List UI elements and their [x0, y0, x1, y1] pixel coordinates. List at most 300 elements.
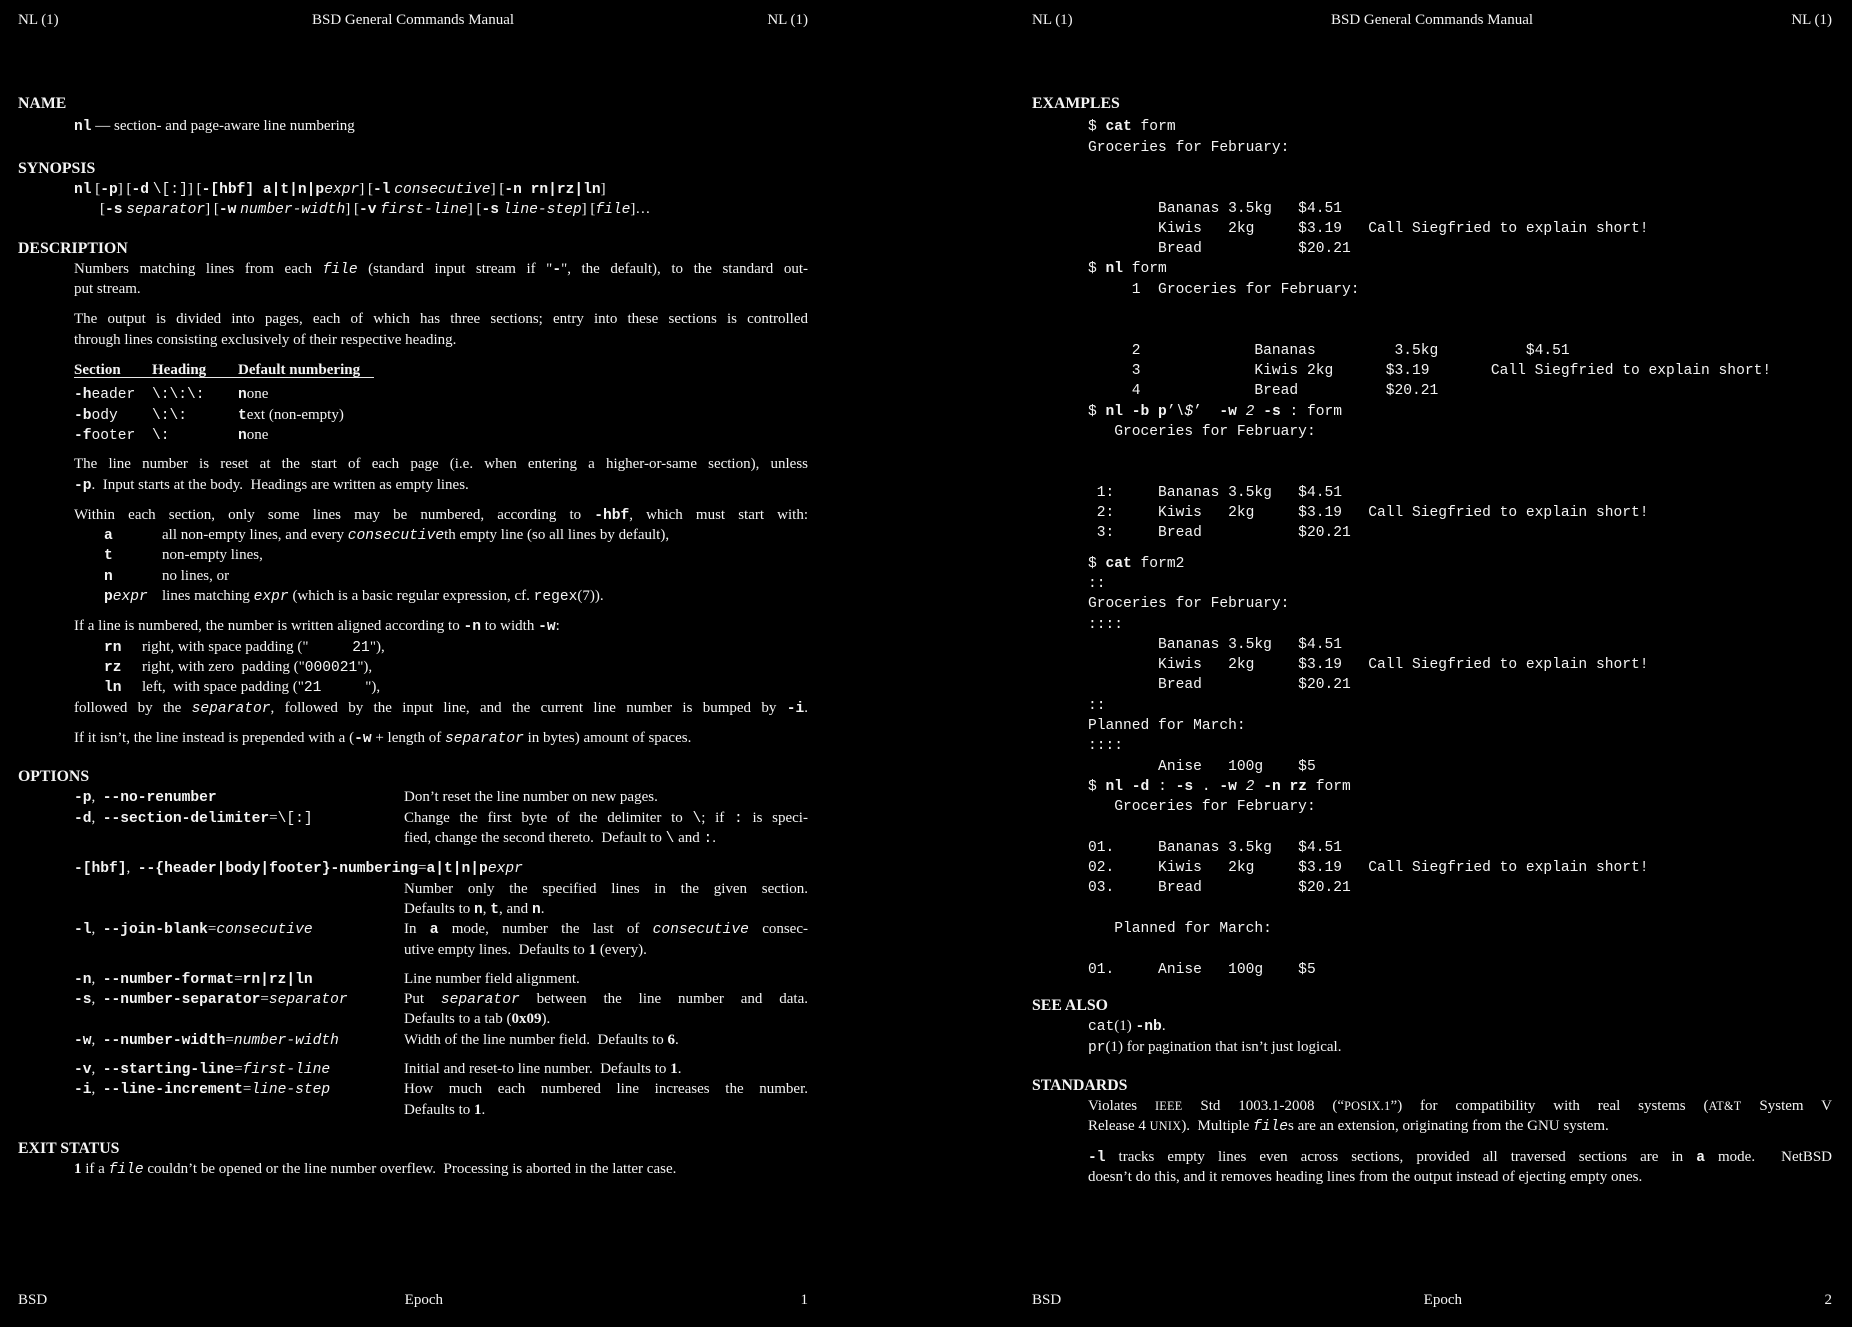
code-text: .: [1193, 778, 1220, 795]
row-cell: [74, 919, 313, 940]
code-text: pr: [1088, 1039, 1106, 1056]
code-text: form2: [1131, 555, 1185, 572]
code-text: nl: [74, 181, 92, 198]
code-text: 21: [308, 639, 370, 656]
code-text: -w: [218, 202, 237, 219]
text-run: Numbers matching lines from each: [74, 260, 323, 277]
text-run: If it isn’t, the line instead is prepended with a (: [74, 729, 355, 746]
text-run: In: [404, 921, 430, 938]
text-run: , which must start with:: [629, 506, 808, 523]
section-heading: [1032, 94, 1120, 114]
code-text: n: [473, 901, 483, 918]
row-cell: [162, 545, 263, 565]
code-text: -n rz: [1263, 778, 1307, 795]
text-run: ,: [482, 900, 491, 917]
text-run: is speci-: [742, 809, 808, 826]
code-text: t: [238, 407, 247, 424]
code-text: 2: [1245, 778, 1255, 795]
code-text: 03. Bread $20.21: [1088, 880, 1351, 897]
text-run: .: [804, 699, 808, 716]
text-line: [74, 279, 141, 299]
row-cell: [404, 969, 580, 989]
text-run: The line number is reset at the start of each page (i.e. when entering a higher-or-same section), unless: [74, 456, 808, 473]
row-cell: [238, 425, 268, 446]
code-text: 3: Bread $20.21: [1088, 525, 1351, 542]
code-text: 21: [303, 680, 366, 697]
code-text: -v: [74, 1062, 92, 1078]
code-text: -v: [358, 202, 377, 219]
code-text: -s: [481, 202, 500, 219]
text-run: POSIX.1: [1344, 1099, 1391, 1114]
text-line: [404, 1100, 485, 1120]
text-line: [1088, 1096, 1832, 1116]
code-text: first-line: [380, 202, 468, 219]
text-run: Defaults to: [404, 1101, 474, 1118]
text-run: ; if: [701, 809, 734, 826]
code-text: t: [104, 548, 113, 565]
text-run: if a: [81, 1161, 109, 1178]
code-text: : form: [1280, 403, 1343, 420]
text-run: EXAMPLES: [1032, 95, 1120, 112]
text-run: Change the first byte of the delimiter to: [404, 809, 693, 826]
text-run: couldn’t be opened or the line number overflew. Processing is aborted in the latter case.: [143, 1161, 677, 1178]
code-line: [74, 116, 355, 136]
text-run: th empty line (so all lines by default),: [444, 527, 670, 544]
code-text: \[:]: [152, 181, 188, 198]
text-run: DESCRIPTION: [18, 239, 128, 257]
row-cell: [74, 787, 217, 808]
code-line: [1088, 137, 1289, 157]
text-run: ] [: [345, 201, 359, 218]
code-text: nl -d: [1105, 778, 1150, 795]
text-run: =: [234, 1061, 243, 1077]
row-cell: [74, 989, 348, 1010]
code-line: [1088, 340, 1570, 360]
code-text: a: [1696, 1149, 1705, 1166]
code-text: n: [531, 901, 541, 918]
row-cell: [104, 657, 122, 678]
text-run: The output is divided into pages, each of which has three sections; entry into these sections is controlled: [74, 311, 808, 328]
text-run: ,: [91, 1081, 103, 1098]
row-cell: [404, 1030, 679, 1050]
row-cell: [162, 586, 604, 607]
row-cell: [152, 425, 170, 446]
code-text: \:\:: [152, 407, 188, 424]
row-cell: [104, 566, 113, 587]
code-text: line-step: [502, 202, 582, 219]
text-run: ,: [91, 809, 103, 826]
code-text: $: [1088, 261, 1106, 278]
code-text: consecutive: [394, 181, 491, 198]
text-line: [404, 828, 716, 848]
code-text: rn|rz|ln: [242, 971, 313, 988]
page-footer: [1032, 1292, 1832, 1309]
manual-page-2: [1032, 0, 1832, 1327]
text-line: [74, 309, 808, 329]
code-text: rn: [104, 639, 122, 656]
code-text: --number-separator: [102, 992, 261, 1009]
text-line: [404, 879, 808, 899]
code-text: -p: [74, 790, 92, 807]
text-run: ,: [91, 789, 103, 806]
code-text: t: [490, 901, 500, 918]
text-line: [100, 199, 650, 219]
text-run: How much each numbered line increases the number.: [404, 1081, 808, 1098]
text-run: =: [207, 921, 217, 938]
text-run: SEE ALSO: [1032, 996, 1108, 1014]
code-text: 000021: [304, 659, 358, 676]
text-run: to width: [480, 618, 539, 635]
text-run: "),: [369, 638, 385, 655]
code-text: $: [1088, 778, 1106, 795]
code-text: ::: [1088, 697, 1106, 714]
header-right-title: NL (1): [767, 12, 808, 28]
text-run: .: [677, 1061, 682, 1077]
code-line: [1088, 837, 1342, 857]
text-line: [74, 330, 456, 350]
code-text: form: [1131, 119, 1176, 136]
text-run: consec-: [748, 921, 808, 938]
code-text: -p: [74, 477, 92, 494]
code-text: 01. Anise 100g $5: [1088, 961, 1316, 978]
code-text: 3 Kiwis 2kg $3.19 Call Siegfried to explain short!: [1088, 362, 1772, 379]
header-right-title: NL (1): [1791, 12, 1832, 28]
text-run: .: [540, 900, 545, 917]
code-text: form: [1307, 778, 1351, 795]
code-line: [1088, 776, 1351, 796]
text-line: [404, 899, 544, 919]
row-cell: [152, 384, 205, 405]
code-line: [1088, 1037, 1341, 1057]
text-run: (which is a basic regular expression, cf.: [288, 588, 534, 604]
text-run: 1: [74, 1161, 82, 1178]
code-text: -b: [74, 407, 92, 424]
page-footer: [18, 1292, 808, 1309]
text-run: utive empty lines. Defaults to: [404, 941, 589, 958]
text-run: Width of the line number field. Defaults to: [404, 1031, 668, 1048]
code-line: [1088, 401, 1342, 421]
code-text: :: [1149, 778, 1176, 795]
text-run: doesn’t do this, and it removes heading lines from the output instead of ejecting empty ones.: [1088, 1169, 1643, 1185]
text-run: =: [234, 970, 243, 987]
code-text: -w: [354, 730, 372, 747]
code-text: -l: [1088, 1149, 1106, 1166]
text-run: OPTIONS: [18, 768, 90, 786]
text-line: [404, 1009, 550, 1029]
manual-page-1: [18, 0, 808, 1327]
row-cell: [152, 405, 187, 426]
text-run: mode, number the last of: [438, 921, 653, 938]
code-text: $: [1088, 119, 1106, 136]
text-run: =: [225, 1031, 234, 1048]
text-run: lines matching: [162, 588, 254, 604]
text-run: Number only the specified lines in the given section.: [404, 880, 808, 897]
text-run: ] [: [117, 180, 132, 197]
code-text: rz: [104, 659, 122, 676]
row-cell: [404, 1059, 681, 1079]
text-run: =: [269, 809, 278, 826]
code-text: -[hbf]: [74, 861, 127, 878]
code-text: 02. Kiwis 2kg $3.19 Call Siegfried to explain short!: [1088, 860, 1649, 877]
text-line: [74, 698, 808, 718]
text-run: .: [675, 1031, 679, 1048]
text-run: . Input starts at the body. Headings are written as empty lines.: [91, 476, 469, 493]
row-cell: [104, 586, 148, 607]
code-text: -: [552, 261, 562, 278]
code-text: 1: Bananas 3.5kg $4.51: [1088, 484, 1342, 501]
text-run: (7)).: [577, 588, 604, 604]
row-cell: [238, 384, 268, 405]
code-line: [1088, 258, 1167, 278]
code-text: --starting-line: [102, 1062, 235, 1078]
code-text: Kiwis 2kg $3.19 Call Siegfried to explain short!: [1088, 657, 1649, 674]
code-line: [1088, 198, 1342, 218]
code-text: --number-format: [102, 971, 235, 988]
code-text: separator: [191, 700, 271, 717]
row-cell: [74, 1079, 330, 1100]
code-text: ::::: [1088, 616, 1124, 633]
code-text: 2 Bananas 3.5kg $4.51: [1088, 342, 1570, 359]
code-text: [1237, 404, 1246, 420]
code-line: [1088, 116, 1176, 136]
header-center-title: BSD General Commands Manual: [311, 12, 515, 28]
section-heading: [18, 94, 66, 114]
row-cell: [104, 637, 122, 658]
text-run: no lines, or: [162, 567, 230, 584]
code-text: Planned for March:: [1088, 921, 1272, 937]
code-text: -[hbf] a|t|n|p: [201, 181, 325, 198]
text-run: followed by the: [74, 699, 192, 716]
text-line: [1088, 1167, 1642, 1187]
text-run: ]: [600, 180, 606, 197]
code-line: [74, 179, 606, 199]
code-text: Bananas 3.5kg $4.51: [1088, 636, 1342, 653]
text-run: right, with space padding (": [142, 638, 309, 655]
code-text: -i: [74, 1082, 92, 1099]
text-run: Initial and reset-to line number. Defaults to: [404, 1061, 671, 1077]
code-text: file: [1252, 1119, 1289, 1136]
text-run: ,: [91, 970, 103, 987]
table-rule: [74, 377, 374, 378]
code-text: number-width: [233, 1032, 339, 1049]
code-text: -w: [1219, 403, 1237, 420]
text-line: [74, 259, 808, 279]
code-text: -l: [372, 181, 391, 198]
page-content: [1032, 0, 1832, 1327]
text-run: 1: [473, 1101, 482, 1118]
text-run: Std 1003.1-2008 (“: [1182, 1098, 1345, 1115]
text-run: .: [712, 830, 717, 846]
code-text: a|t|n|p: [426, 861, 488, 878]
code-text: Groceries for February:: [1088, 423, 1316, 440]
text-run: 6: [667, 1031, 675, 1048]
code-text: regex: [533, 589, 578, 605]
text-run: ", the default), to the standard out-: [561, 260, 808, 277]
code-text: -l: [74, 922, 92, 939]
code-text: ’: [1166, 403, 1176, 420]
code-text: 2: Kiwis 2kg $3.19 Call Siegfried to explain short!: [1088, 505, 1649, 521]
code-line: [1088, 735, 1123, 755]
row-cell: [142, 677, 380, 698]
code-text: Groceries for February:: [1088, 799, 1316, 816]
code-line: [1088, 857, 1649, 877]
text-line: [74, 1159, 676, 1179]
text-run: AT&T: [1708, 1099, 1742, 1114]
code-text: --{header|body|footer}-numbering: [137, 861, 419, 878]
text-run: "),: [357, 658, 373, 675]
code-text: eader: [91, 387, 136, 404]
code-text: Bread $20.21: [1088, 677, 1351, 694]
code-text: -s: [105, 202, 123, 219]
code-text: p: [104, 589, 113, 605]
code-text: $: [1088, 555, 1106, 572]
code-text: -n: [74, 971, 92, 988]
code-text: nl: [74, 119, 92, 136]
row-cell: [142, 637, 385, 658]
code-text: Bananas 3.5kg $4.51: [1088, 200, 1342, 217]
code-text: ln: [104, 680, 122, 697]
text-run: ,: [91, 991, 103, 1008]
code-text: ooter: [91, 427, 136, 444]
text-run: Section: [74, 362, 121, 378]
code-text: --no-renumber: [102, 790, 217, 807]
code-text: expr: [253, 589, 289, 605]
text-run: (standard input stream if ": [357, 260, 553, 277]
text-line: [74, 616, 560, 636]
code-line: [1088, 218, 1649, 238]
text-run: in bytes) amount of spaces.: [523, 729, 692, 746]
code-line: [1088, 360, 1771, 380]
code-text: separator: [440, 992, 520, 1009]
code-text: consecutive: [216, 922, 313, 939]
text-run: 1: [670, 1061, 678, 1077]
page-content: [18, 0, 808, 1327]
code-text: \:\:\:: [152, 387, 205, 404]
code-line: [1088, 796, 1316, 816]
code-text: consecutive: [652, 922, 749, 939]
text-run: Defaults to: [404, 900, 474, 917]
code-line: [1088, 634, 1342, 654]
text-line: [74, 454, 808, 474]
text-run: If a line is numbered, the number is written aligned according to: [74, 618, 464, 635]
code-text: -w: [1219, 778, 1237, 795]
text-run: ext (non-empty): [246, 406, 344, 423]
text-run: .: [481, 1101, 486, 1118]
text-run: UNIX: [1149, 1119, 1182, 1134]
text-run: 1: [588, 941, 597, 958]
code-text: -s: [74, 992, 92, 1009]
text-run: ,: [91, 1031, 103, 1048]
text-run: =: [260, 991, 269, 1008]
code-line: [1088, 695, 1106, 715]
code-line: [74, 475, 469, 495]
row-cell: [162, 525, 669, 546]
text-run: ]…: [630, 201, 651, 218]
text-run: (1): [1114, 1018, 1136, 1035]
text-run: mode. NetBSD: [1704, 1148, 1832, 1165]
row-cell: [74, 384, 135, 405]
code-text: Anise 100g $5: [1088, 758, 1316, 775]
section-heading: [18, 159, 95, 179]
row-cell: [74, 1059, 330, 1080]
code-text: -p: [100, 181, 118, 198]
code-text: form: [1123, 261, 1167, 278]
row-cell: [404, 1079, 808, 1099]
text-run: STANDARDS: [1032, 1076, 1128, 1094]
row-cell: [74, 405, 118, 426]
code-text: :: [733, 810, 743, 827]
code-line: [1088, 959, 1316, 979]
text-line: [404, 940, 647, 960]
code-text: Planned for March:: [1088, 718, 1246, 734]
code-text: expr: [324, 181, 360, 198]
text-run: ] [: [205, 201, 219, 218]
code-text: Groceries for February:: [1088, 596, 1290, 613]
code-line: [74, 858, 523, 878]
code-text: nl -b p: [1105, 403, 1167, 420]
code-text: -w: [538, 619, 556, 636]
text-run: Put: [404, 991, 441, 1008]
code-text: -f: [74, 427, 92, 444]
text-run: Don’t reset the line number on new pages.: [404, 789, 658, 806]
code-text: number-width: [240, 202, 346, 219]
code-text: \: [692, 810, 702, 827]
text-run: , followed by the input line, and the current line number is bumped by: [270, 699, 787, 716]
code-text: a: [104, 528, 113, 545]
row-cell: [104, 677, 122, 698]
code-text: n: [238, 427, 247, 444]
code-text: n: [104, 568, 113, 585]
code-text: \$: [1175, 403, 1194, 420]
code-text: [1237, 779, 1246, 795]
code-text: ::::: [1088, 738, 1124, 755]
code-line: [1088, 654, 1649, 674]
footer-page-number: 1: [800, 1292, 808, 1308]
text-line: [1088, 1116, 1609, 1136]
section-heading: [18, 239, 128, 259]
text-run: System V: [1741, 1098, 1832, 1115]
code-text: ody: [91, 407, 118, 424]
code-text: -n: [463, 619, 481, 636]
code-text: line-step: [251, 1082, 331, 1099]
row-cell: [104, 525, 113, 546]
code-text: -s: [1263, 403, 1281, 420]
footer-os-label: BSD: [18, 1292, 48, 1308]
text-run: s are an extension, originating from the GNU system.: [1288, 1118, 1609, 1135]
code-line: [1088, 614, 1123, 634]
footer-date-label: Epoch: [404, 1292, 443, 1308]
code-line: [1088, 918, 1272, 938]
text-run: Violates: [1088, 1098, 1155, 1115]
code-text: 1 Groceries for February:: [1088, 281, 1360, 298]
row-cell: [104, 545, 113, 566]
code-text: 4 Bread $20.21: [1088, 383, 1439, 400]
code-text: --number-width: [102, 1032, 226, 1049]
footer-date-label: Epoch: [1423, 1292, 1462, 1308]
text-run: =: [418, 860, 427, 877]
text-run: ] [: [359, 180, 373, 197]
text-run: tracks empty lines even across sections, provided all traversed sections are in: [1105, 1148, 1697, 1165]
code-line: [1088, 1147, 1832, 1167]
text-run: (every).: [596, 941, 647, 958]
text-run: ] [: [467, 201, 482, 218]
code-text: \: [665, 831, 675, 847]
code-text: cat: [1105, 119, 1132, 136]
text-run: 0x09: [511, 1011, 542, 1028]
code-text: a: [429, 922, 439, 939]
code-line: [1088, 502, 1649, 522]
section-heading: [18, 767, 89, 787]
